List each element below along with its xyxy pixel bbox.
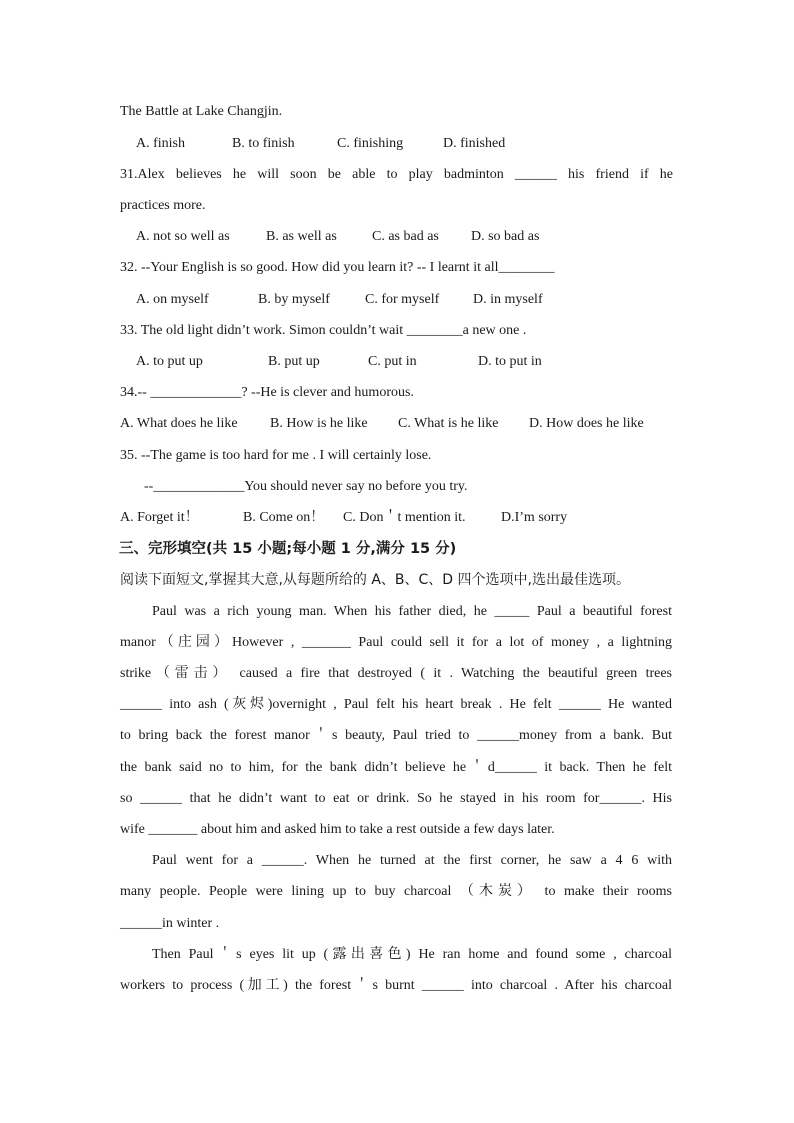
passage-line: ______in winter . bbox=[120, 916, 220, 931]
option-c: C. put in bbox=[368, 354, 417, 369]
question-34: 34.-- _____________? --He is clever and humorous. bbox=[120, 385, 414, 400]
passage-line: so ______ that he didn’t want to eat or drink. So he stayed in his room for______. His bbox=[120, 791, 672, 806]
passage-line: to bring back the forest manor＇s beauty, Paul tried to ______money from a bank. But bbox=[120, 728, 672, 743]
option-b: B. as well as bbox=[266, 229, 337, 244]
passage-line: strike（雷击） caused a fire that destroyed ( it . Watching the beautiful green trees bbox=[120, 666, 672, 681]
option-a: A. on myself bbox=[136, 292, 209, 307]
section-heading: 三、完形填空(共 15 小题;每小题 1 分,满分 15 分) bbox=[119, 541, 457, 557]
option-b: B. put up bbox=[268, 354, 320, 369]
passage-line: many people. People were lining up to buy charcoal （木炭） to make their rooms bbox=[120, 884, 672, 899]
option-d: D. finished bbox=[443, 136, 506, 151]
q31-options bbox=[136, 228, 539, 246]
option-b: B. How is he like bbox=[270, 416, 368, 431]
question-35: 35. --The game is too hard for me . I will certainly lose. bbox=[120, 448, 432, 463]
passage-line: Paul went for a ______. When he turned at the first corner, he saw a 4 6 with bbox=[152, 853, 672, 868]
option-d: D. so bad as bbox=[471, 229, 540, 244]
option-d: D.I’m sorry bbox=[501, 510, 568, 525]
option-a: A. finish bbox=[136, 136, 185, 151]
text-line: The Battle at Lake Changjin. bbox=[120, 104, 283, 119]
option-c: C. Don＇t mention it. bbox=[343, 510, 466, 525]
question-32: 32. --Your English is so good. How did you learn it? -- I learnt it all________ bbox=[120, 260, 555, 275]
q30-options bbox=[136, 135, 505, 153]
option-b: B. Come on！ bbox=[243, 510, 325, 525]
passage-line: ______ into ash (灰烬)overnight , Paul felt his heart break . He felt ______ He wanted bbox=[120, 697, 672, 712]
passage-line: the bank said no to him, for the bank didn’t believe he＇d______ it back. Then he felt bbox=[120, 760, 672, 775]
question-31-cont: practices more. bbox=[120, 198, 206, 213]
q34-options bbox=[120, 415, 644, 433]
section-instruction: 阅读下面短文,掌握其大意,从每题所给的 A、B、C、D 四个选项中,选出最佳选项。 bbox=[120, 572, 630, 588]
q33-options bbox=[136, 353, 542, 371]
passage-line: wife _______ about him and asked him to take a rest outside a few days later. bbox=[120, 822, 555, 837]
passage-line: Then Paul＇s eyes lit up (露出喜色) He ran home and found some , charcoal bbox=[152, 947, 672, 962]
passage-line: manor（庄园）However , _______ Paul could sell it for a lot of money , a lightning bbox=[120, 635, 672, 650]
question-35-cont: --_____________You should never say no before you try. bbox=[144, 479, 468, 494]
passage-line: workers to process (加工) the forest＇s burnt ______ into charcoal . After his charcoal bbox=[120, 978, 672, 993]
option-a: A. not so well as bbox=[136, 229, 230, 244]
option-b: B. to finish bbox=[232, 136, 295, 151]
option-a: A. What does he like bbox=[120, 416, 238, 431]
option-c: C. for myself bbox=[365, 292, 440, 307]
option-c: C. What is he like bbox=[398, 416, 499, 431]
option-c: C. finishing bbox=[337, 136, 404, 151]
option-a: A. Forget it！ bbox=[120, 510, 199, 525]
option-b: B. by myself bbox=[258, 292, 330, 307]
question-33: 33. The old light didn’t work. Simon couldn’t wait ________a new one . bbox=[120, 323, 527, 338]
q35-options bbox=[120, 509, 567, 527]
option-d: D. How does he like bbox=[529, 416, 644, 431]
passage-line: Paul was a rich young man. When his father died, he _____ Paul a beautiful forest bbox=[152, 604, 672, 619]
option-d: D. to put in bbox=[478, 354, 542, 369]
option-d: D. in myself bbox=[473, 292, 543, 307]
option-a: A. to put up bbox=[136, 354, 203, 369]
question-31: 31.Alex believes he will soon be able to play badminton ______ his friend if he bbox=[120, 167, 673, 182]
option-c: C. as bad as bbox=[372, 229, 439, 244]
q32-options bbox=[136, 291, 543, 309]
